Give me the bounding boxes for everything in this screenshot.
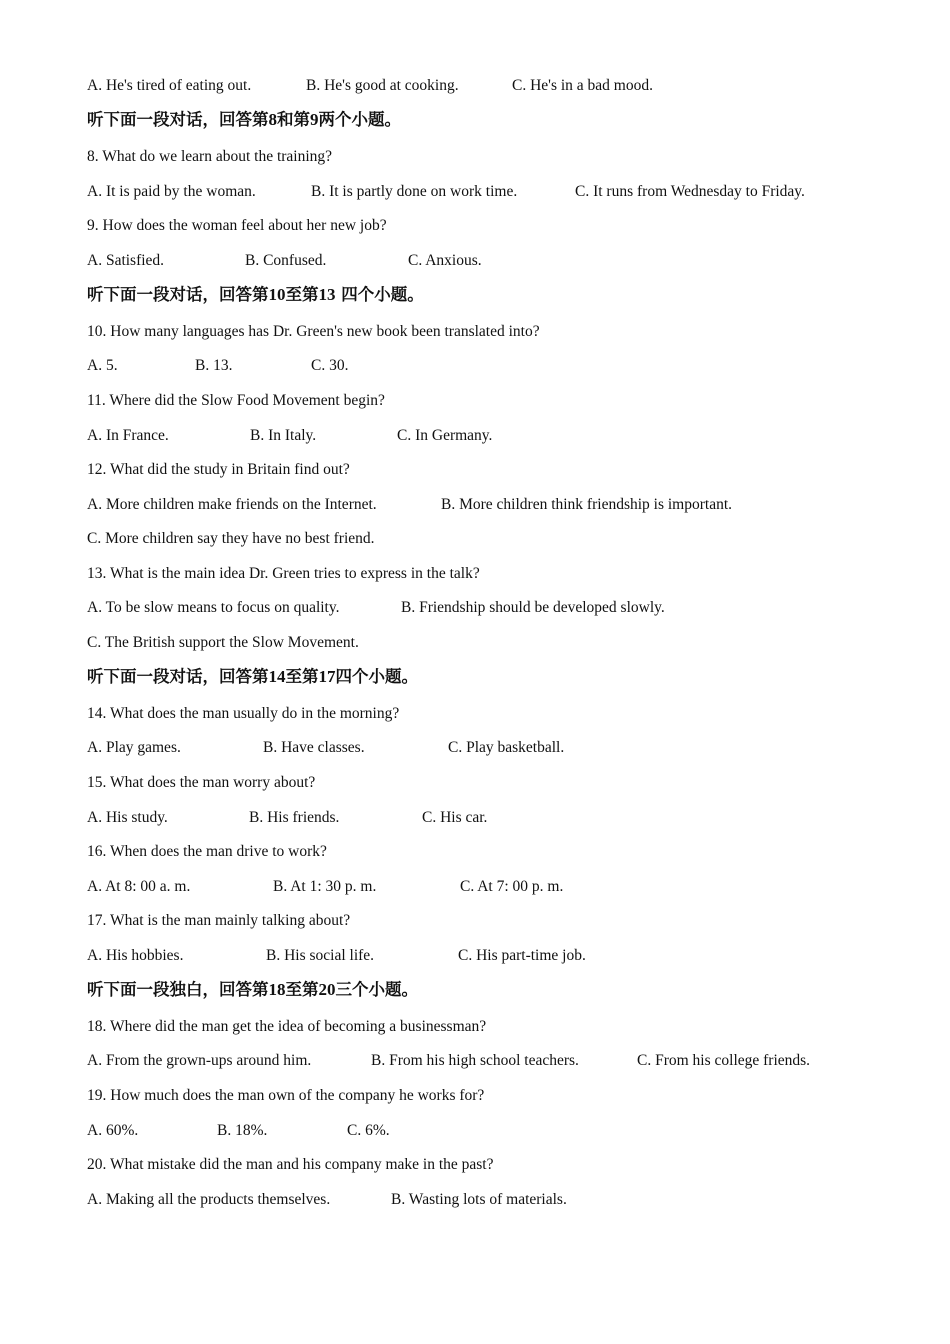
question: 18. Where did the man get the idea of becoming a businessman?	[87, 1018, 487, 1035]
question: 13. What is the main idea Dr. Green tries to express in the talk?	[87, 565, 480, 582]
option: C. It runs from Wednesday to Friday.	[575, 183, 805, 200]
option: B. At 1: 30 p. m.	[273, 878, 377, 895]
option: A. Satisfied.	[87, 252, 165, 269]
question: 11. Where did the Slow Food Movement begin?	[87, 392, 385, 409]
option: C. From his college friends.	[637, 1052, 811, 1069]
option: B. Friendship should be developed slowly.	[401, 599, 665, 616]
option: C. His part-time job.	[458, 947, 586, 964]
option: C. At 7: 00 p. m.	[460, 878, 564, 895]
section-heading: 听下面一段对话，回答第10至第13 四个小题。	[87, 285, 424, 304]
option: B. In Italy.	[250, 427, 317, 444]
option: A. 5.	[87, 357, 118, 374]
option: A. From the grown-ups around him.	[87, 1052, 312, 1069]
option: B. Wasting lots of materials.	[391, 1191, 567, 1208]
section-heading: 听下面一段独白，回答第18至第20三个小题。	[87, 980, 418, 999]
option: C. 30.	[311, 357, 349, 374]
option: B. It is partly done on work time.	[311, 183, 518, 200]
question: 9. How does the woman feel about her new job?	[87, 217, 387, 234]
option: C. He's in a bad mood.	[512, 77, 653, 94]
option: B. More children think friendship is important.	[441, 496, 733, 513]
option: A. His study.	[87, 809, 168, 826]
option: C. Anxious.	[408, 252, 482, 269]
option: A. At 8: 00 a. m.	[87, 878, 191, 895]
question: 17. What is the man mainly talking about?	[87, 912, 351, 929]
option: B. His social life.	[266, 947, 375, 964]
question: 10. How many languages has Dr. Green's new book been translated into?	[87, 323, 540, 340]
question: 8. What do we learn about the training?	[87, 148, 333, 165]
question: 16. When does the man drive to work?	[87, 843, 327, 860]
section-heading: 听下面一段对话，回答第14至第17四个小题。	[87, 667, 418, 686]
option: A. Making all the products themselves.	[87, 1191, 331, 1208]
option: A. His hobbies.	[87, 947, 184, 964]
option: B. Confused.	[245, 252, 327, 269]
option: C. More children say they have no best friend.	[87, 530, 375, 547]
question: 19. How much does the man own of the company he works for?	[87, 1087, 485, 1104]
option: B. He's good at cooking.	[306, 77, 459, 94]
question: 15. What does the man worry about?	[87, 774, 316, 791]
question: 12. What did the study in Britain find out?	[87, 461, 350, 478]
option: B. Have classes.	[263, 739, 365, 756]
option: C. The British support the Slow Movement.	[87, 634, 359, 651]
option: A. In France.	[87, 427, 169, 444]
option: A. 60%.	[87, 1122, 139, 1139]
option: B. His friends.	[249, 809, 340, 826]
option: C. In Germany.	[397, 427, 493, 444]
option: A. It is paid by the woman.	[87, 183, 256, 200]
option: B. 13.	[195, 357, 233, 374]
option: A. He's tired of eating out.	[87, 77, 252, 94]
option: C. Play basketball.	[448, 739, 565, 756]
option: C. 6%.	[347, 1122, 390, 1139]
option: A. More children make friends on the Internet.	[87, 496, 377, 513]
question: 14. What does the man usually do in the morning?	[87, 705, 400, 722]
option: B. 18%.	[217, 1122, 268, 1139]
option: C. His car.	[422, 809, 488, 826]
option: A. Play games.	[87, 739, 181, 756]
option: A. To be slow means to focus on quality.	[87, 599, 340, 616]
question: 20. What mistake did the man and his company make in the past?	[87, 1156, 494, 1173]
option: B. From his high school teachers.	[371, 1052, 579, 1069]
section-heading: 听下面一段对话，回答第8和第9两个小题。	[87, 110, 401, 129]
